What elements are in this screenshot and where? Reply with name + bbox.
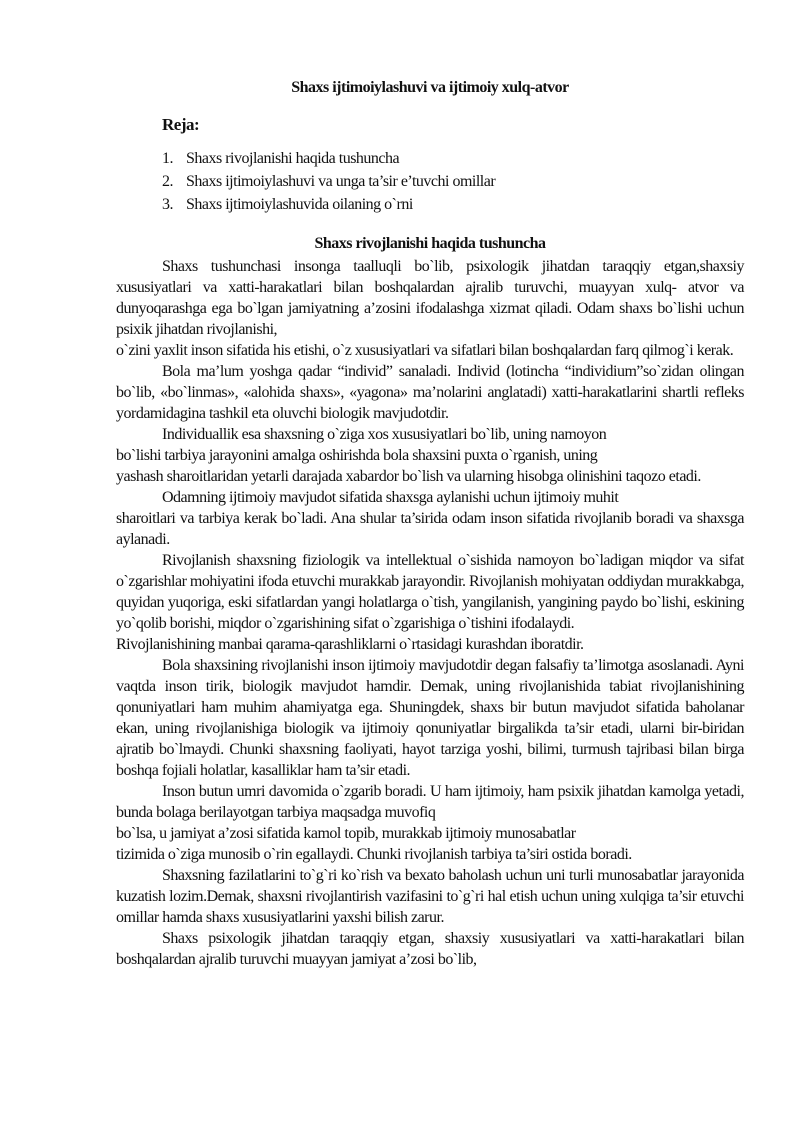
paragraph: Individuallik esa shaxsning o`ziga xos xususiyatlari bo`lib, uning namoyon bbox=[162, 426, 607, 443]
plan-item-text: Shaxs rivojlanishi haqida tushuncha bbox=[186, 150, 400, 167]
plan-item-number: 3. bbox=[162, 196, 173, 213]
plan-item bbox=[162, 194, 495, 217]
paragraph: Odamning ijtimoiy mavjudot sifatida shaxsga aylanishi uchun ijtimoiy muhit bbox=[162, 489, 619, 506]
plan-item bbox=[162, 148, 495, 171]
plan-item-number: 2. bbox=[162, 173, 173, 190]
body-text bbox=[116, 256, 744, 970]
paragraph: bo`lishi tarbiya jarayonini amalga oshirishda bola shaxsini puxta o`rganish, uning bbox=[116, 447, 598, 464]
paragraph: Shaxsning fazilatlarini to`g`ri ko`rish va bexato baholash uchun uni turli munosabatlar jarayonida kuzatish lozim.Demak, shaxsni rivojlantirish vazifasini to`g`ri hal etish uchun uning xulqiga ta’sir etuvchi omillar hamda shaxs xususiyatlarini yaxshi bilish zarur. bbox=[116, 867, 744, 926]
plan-item bbox=[162, 171, 495, 194]
paragraph: Shaxs tushunchasi insonga taalluqli bo`lib, psixologik jihatdan taraqqiy etgan,shaxsiy xususiyatlari va xatti-harakatlari bilan boshqalardan ajralib turuvchi, muayyan xulq- atvor va dunyoqarashga ega bo`lgan jamiyatning a’zosini ifodalashga xizmat qiladi. Odam shaxs bo`lishi uchun psixik jihatdan rivojlanishi, bbox=[116, 258, 744, 338]
plan-item-text: Shaxs ijtimoiylashuvi va unga ta’sir e’tuvchi omillar bbox=[186, 173, 496, 190]
paragraph: Bola shaxsining rivojlanishi inson ijtimoiy mavjudotdir degan falsafiy ta’limotga asoslanadi. Ayni vaqtda inson tirik, biologik mavjudot hamdir. Demak, uning rivojlanishida tabiat rivojlanishining qonuniyatlari ham muhim ahamiyatga ega. Shuningdek, shaxs bir butun mavjudot sifatida baholanar ekan, uning rivojlanishiga biologik va ijtimoiy qonuniyatlar birgalikda ta’sir etadi, ularni bir-biridan ajratib bo`lmaydi. Chunki shaxsning faoliyati, hayot tarziga yoshi, bilimi, turmush tajribasi bilan birga boshqa fojiali holatlar, kasalliklar ham ta’sir etadi. bbox=[116, 657, 744, 779]
paragraph: sharoitlari va tarbiya kerak bo`ladi. Ana shular ta’sirida odam inson sifatida rivojlanib boradi va shaxsga aylanadi. bbox=[116, 510, 744, 548]
paragraph: Rivojlanish shaxsning fiziologik va intellektual o`sishida namoyon bo`ladigan miqdor va sifat o`zgarishlar mohiyatini ifoda etuvchi murakkab jarayondir. Rivojlanish mohiyatan oddiydan murakkabga, quyidan yuqoriga, eski sifatlardan yangi holatlarga o`tish, yangilanish, yangining paydo bo`lishi, eskining yo`qolib borishi, miqdor o`zgarishining sifat o`zgarishiga o`tishini ifodalaydi. bbox=[116, 552, 744, 632]
plan-list bbox=[162, 148, 495, 217]
paragraph: Bola ma’lum yoshga qadar “individ” sanaladi. Individ (lotincha “individium”so`zidan olingan bo`lib, «bo`linmas», «alohida shaxs», «yagona» ma’nolarini anglatadi) xatti-harakatlarini shartli refleks yordamidagina tashkil eta oluvchi biologik mavjudotdir. bbox=[116, 363, 744, 422]
paragraph: yashash sharoitlaridan yetarli darajada xabardor bo`lish va ularning hisobga olinishini taqozo etadi. bbox=[116, 468, 701, 485]
section-title: Shaxs rivojlanishi haqida tushuncha bbox=[314, 235, 546, 252]
paragraph: bo`lsa, u jamiyat a’zosi sifatida kamol topib, murakkab ijtimoiy munosabatlar bbox=[116, 825, 576, 842]
plan-item-text: Shaxs ijtimoiylashuvida oilaning o`rni bbox=[186, 196, 413, 213]
paragraph: Shaxs psixologik jihatdan taraqqiy etgan, shaxsiy xususiyatlari va xatti-harakatlari bilan boshqalardan ajralib turuvchi muayyan jamiyat a’zosi bo`lib, bbox=[116, 930, 744, 968]
document-title: Shaxs ijtimoiylashuvi va ijtimoiy xulq-atvor bbox=[291, 79, 569, 96]
plan-item-number: 1. bbox=[162, 150, 173, 167]
paragraph: tizimida o`ziga munosib o`rin egallaydi. Chunki rivojlanish tarbiya ta’siri ostida boradi. bbox=[116, 846, 632, 863]
plan-heading: Reja: bbox=[162, 115, 200, 134]
paragraph: Rivojlanishining manbai qarama-qarashliklarni o`rtasidagi kurashdan iboratdir. bbox=[116, 636, 584, 653]
paragraph: Inson butun umri davomida o`zgarib boradi. U ham ijtimoiy, ham psixik jihatdan kamolga yetadi, bunda bolaga berilayotgan tarbiya maqsadga muvofiq bbox=[116, 783, 744, 821]
paragraph: o`zini yaxlit inson sifatida his etishi, o`z xususiyatlari va sifatlari bilan boshqalardan farq qilmog`i kerak. bbox=[116, 342, 734, 359]
